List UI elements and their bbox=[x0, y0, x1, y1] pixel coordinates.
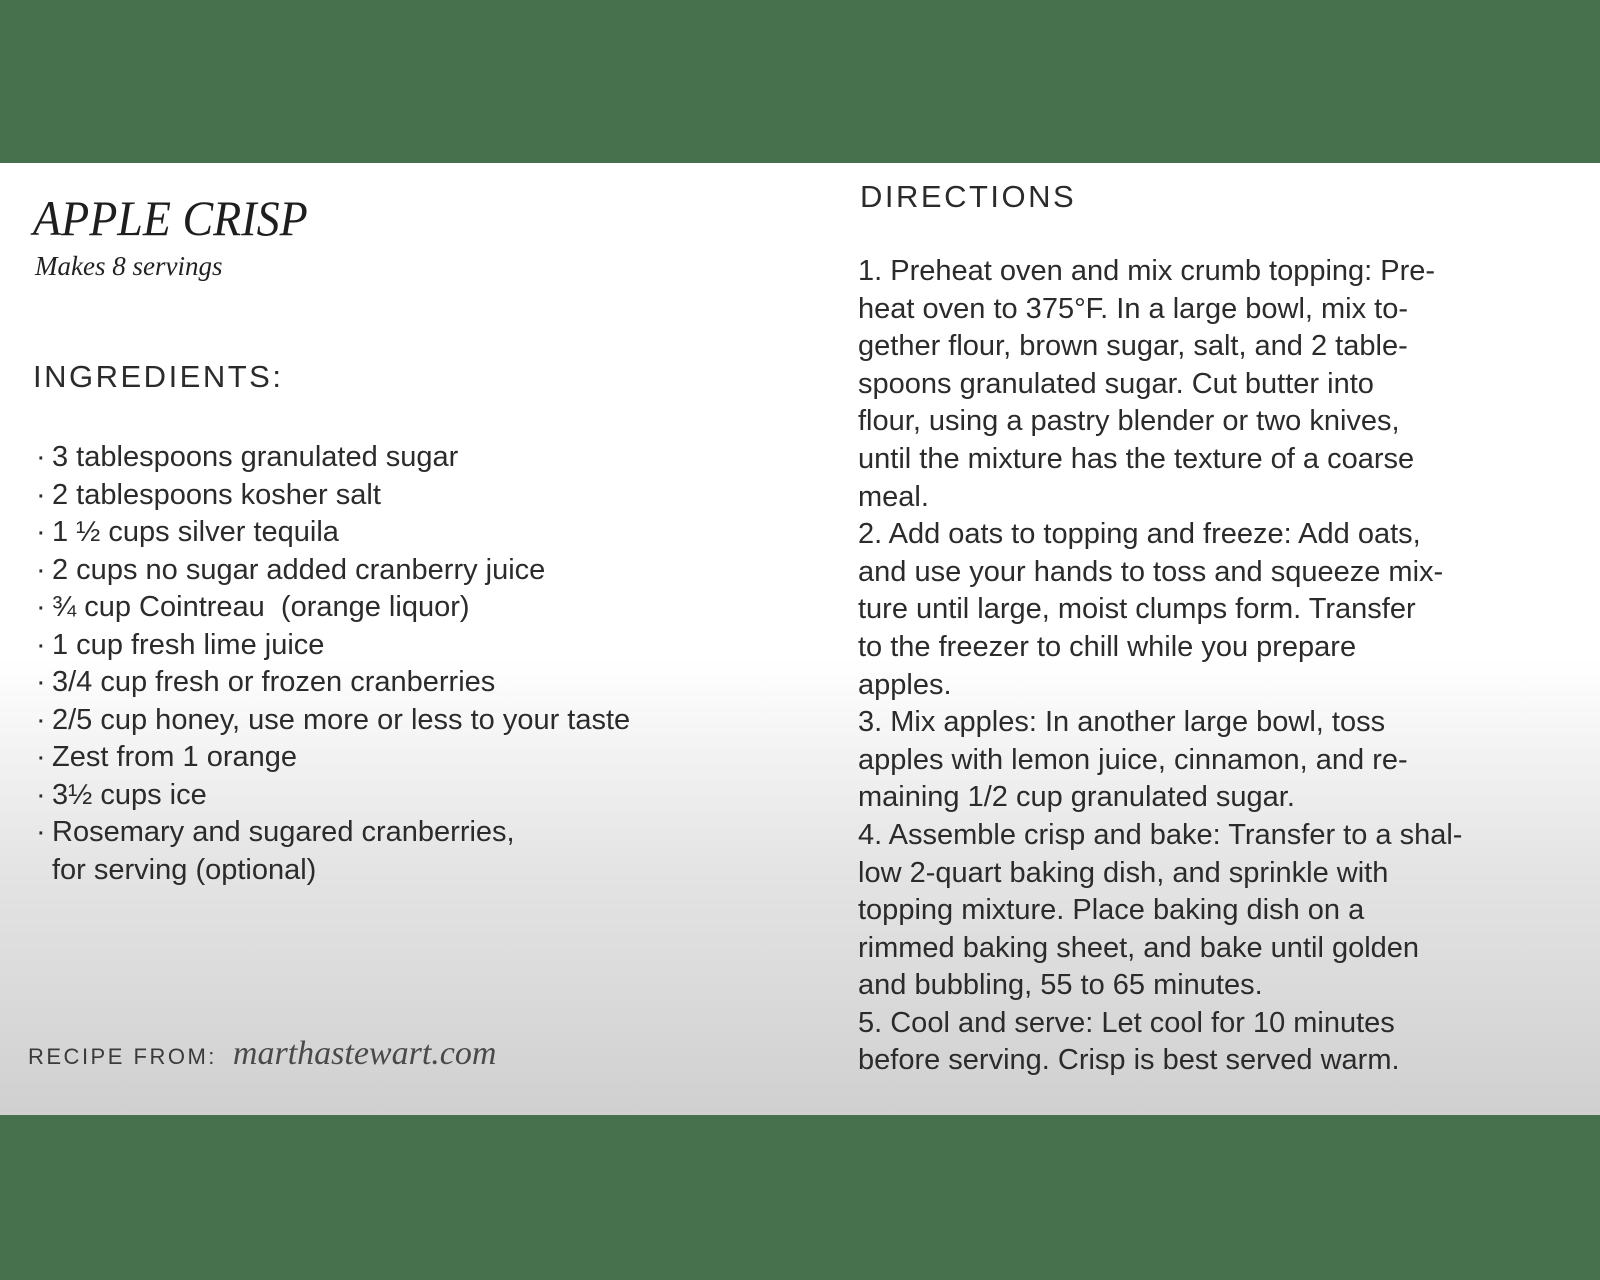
servings-note: Makes 8 servings bbox=[35, 251, 223, 281]
ingredient-text: 3½ cups ice bbox=[52, 778, 207, 811]
direction-line: flour, using a pastry blender or two knives, bbox=[858, 405, 1400, 438]
direction-line: rimmed baking sheet, and bake until golden bbox=[858, 931, 1420, 964]
recipe-card bbox=[0, 163, 1600, 1115]
bullet-icon: · bbox=[36, 591, 46, 623]
ingredient-text: Zest from 1 orange bbox=[52, 741, 297, 773]
recipe-title: APPLE CRISP bbox=[33, 190, 308, 246]
bullet-icon: · bbox=[36, 628, 46, 661]
ingredient-line bbox=[36, 702, 796, 740]
direction-line: spoons granulated sugar. Cut butter into bbox=[858, 367, 1374, 400]
ingredient-line bbox=[36, 777, 796, 815]
bullet-icon: · bbox=[36, 553, 46, 586]
ingredients-list bbox=[36, 439, 796, 889]
recipe-source-site: marthastewart.com bbox=[232, 1035, 497, 1072]
ingredient-line bbox=[36, 514, 796, 552]
ingredient-line bbox=[36, 852, 796, 890]
directions-heading: DIRECTIONS bbox=[860, 179, 1077, 214]
direction-line: low 2-quart baking dish, and sprinkle with bbox=[858, 856, 1389, 889]
bullet-icon: · bbox=[36, 741, 46, 773]
top-green-bar bbox=[0, 0, 1600, 163]
ingredient-line bbox=[36, 664, 796, 702]
ingredient-text: 2 tablespoons kosher salt bbox=[52, 478, 381, 511]
bullet-icon: · bbox=[36, 778, 46, 811]
recipe-source-label: RECIPE FROM: bbox=[28, 1044, 217, 1069]
ingredient-line bbox=[36, 589, 796, 627]
ingredient-text: 3 tablespoons granulated sugar bbox=[52, 441, 459, 473]
ingredient-text: 2/5 cup honey, use more or less to your taste bbox=[52, 703, 631, 736]
ingredient-line bbox=[36, 439, 796, 477]
ingredient-text: for serving (optional) bbox=[52, 853, 317, 886]
direction-line: and use your hands to toss and squeeze mix- bbox=[858, 555, 1444, 588]
direction-line: 3. Mix apples: In another large bowl, toss bbox=[858, 706, 1386, 739]
ingredient-text: 1 cup fresh lime juice bbox=[52, 628, 325, 661]
ingredient-text: 1 ½ cups silver tequila bbox=[52, 516, 339, 548]
ingredient-text: 3/4 cup fresh or frozen cranberries bbox=[52, 666, 496, 698]
direction-line: gether flour, brown sugar, salt, and 2 table- bbox=[858, 330, 1408, 363]
direction-line: apples. bbox=[858, 668, 952, 701]
direction-line: to the freezer to chill while you prepare bbox=[858, 630, 1357, 663]
bullet-icon: · bbox=[36, 516, 46, 548]
ingredient-line bbox=[36, 814, 796, 852]
ingredient-text: Rosemary and sugared cranberries, bbox=[52, 816, 515, 848]
direction-line: before serving. Crisp is best served warm. bbox=[858, 1044, 1400, 1077]
direction-line: meal. bbox=[858, 480, 929, 513]
ingredient-line bbox=[36, 477, 796, 515]
bullet-icon: · bbox=[36, 666, 46, 698]
ingredient-line bbox=[36, 552, 796, 590]
direction-line: until the mixture has the texture of a coarse bbox=[858, 442, 1415, 475]
bullet-icon: · bbox=[36, 816, 46, 848]
recipe-source bbox=[28, 1035, 496, 1073]
direction-line: 1. Preheat oven and mix crumb topping: Pre- bbox=[858, 255, 1436, 287]
direction-line: apples with lemon juice, cinnamon, and re- bbox=[858, 743, 1408, 776]
direction-line: ture until large, moist clumps form. Transfer bbox=[858, 593, 1416, 626]
direction-line: and bubbling, 55 to 65 minutes. bbox=[858, 969, 1263, 1002]
ingredient-line bbox=[36, 627, 796, 665]
bullet-icon: · bbox=[36, 703, 46, 736]
direction-line: topping mixture. Place baking dish on a bbox=[858, 894, 1365, 927]
direction-line: heat oven to 375°F. In a large bowl, mix to- bbox=[858, 292, 1409, 325]
ingredient-text: 2 cups no sugar added cranberry juice bbox=[52, 553, 546, 586]
bullet-icon: · bbox=[36, 478, 46, 511]
ingredients-heading: INGREDIENTS: bbox=[33, 359, 284, 394]
ingredient-text: ¾ cup Cointreau (orange liquor) bbox=[52, 591, 470, 623]
direction-line: 5. Cool and serve: Let cool for 10 minutes bbox=[858, 1006, 1395, 1039]
direction-line: 4. Assemble crisp and bake: Transfer to a shal- bbox=[858, 818, 1463, 851]
direction-line: 2. Add oats to topping and freeze: Add oats, bbox=[858, 518, 1421, 551]
ingredient-line bbox=[36, 739, 796, 777]
direction-line: maining 1/2 cup granulated sugar. bbox=[858, 781, 1295, 814]
bullet-icon: · bbox=[36, 441, 46, 473]
bottom-green-bar bbox=[0, 1115, 1600, 1280]
directions-text bbox=[858, 253, 1558, 1080]
